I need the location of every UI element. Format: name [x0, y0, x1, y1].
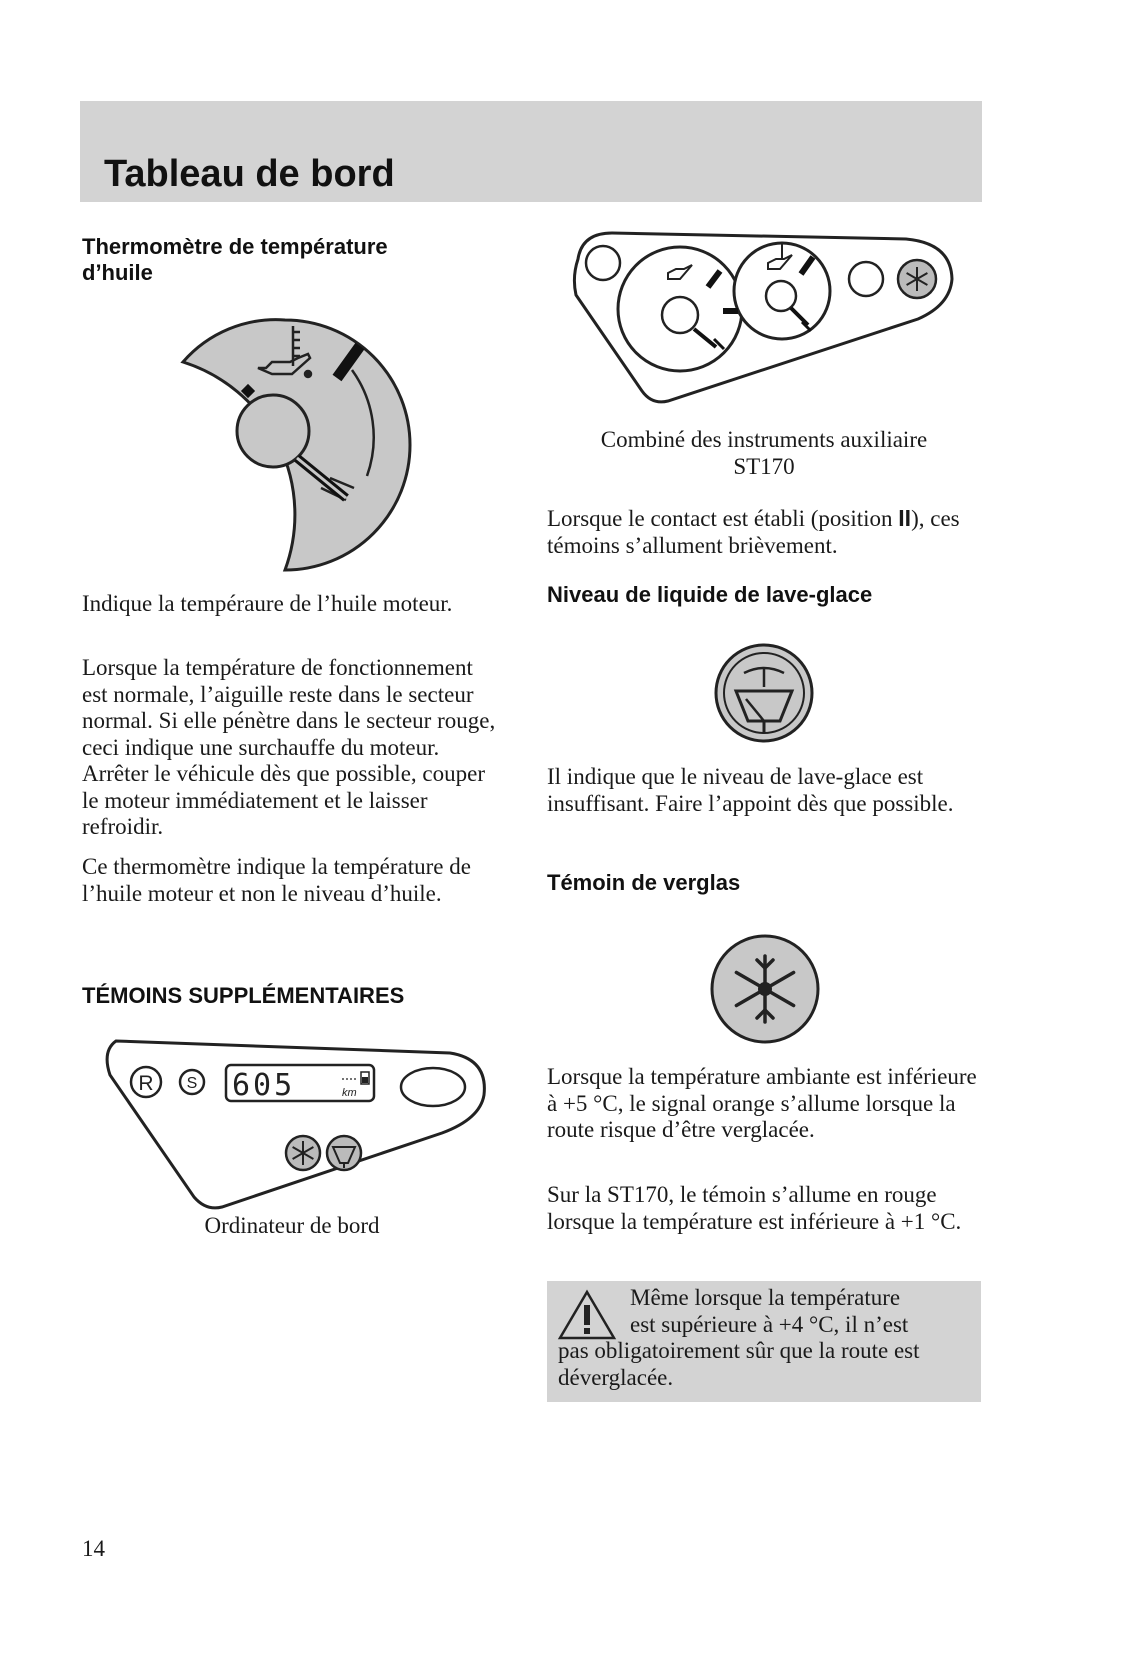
aux-instrument-cluster-illustration	[568, 229, 958, 409]
contact-paragraph	[547, 505, 987, 559]
frost-paragraph-2: Sur la ST170, le témoin s’allume en rouge lorsque la température est inférieure à +1 °C.	[547, 1182, 962, 1234]
washer-paragraph: Il indique que le niveau de lave-glace est insuffisant. Faire l’appoint dès que possible.	[547, 764, 954, 816]
page-number: 14	[82, 1536, 105, 1561]
lcd-display	[226, 1065, 374, 1103]
trip-computer-illustration	[102, 1035, 492, 1215]
aux-caption-line-2: ST170	[733, 453, 795, 479]
warning-line-1: Même lorsque la température	[630, 1285, 901, 1310]
extra-warnings-heading: TÉMOINS SUPPLÉMENTAIRES	[82, 983, 405, 1008]
aux-caption	[547, 427, 981, 480]
frost-lamp-small	[286, 1136, 320, 1170]
header-band	[80, 101, 982, 202]
svg-text:S: S	[186, 1075, 198, 1092]
warning-line-2: est supérieure à +4 °C, il n’est	[630, 1311, 909, 1337]
svg-text:R: R	[138, 1072, 154, 1095]
washer-lamp-small	[327, 1136, 361, 1170]
page-title: Tableau de bord	[104, 153, 395, 195]
snowflake-icon	[710, 934, 820, 1044]
washer-heading: Niveau de liquide de lave-glace	[547, 582, 873, 607]
warning-rest: pas obligatoirement sûr que la route est déverglacée.	[558, 1338, 920, 1390]
frost-paragraph-1: Lorsque la température ambiante est inférieure à +5 °C, le signal orange s’allume lorsque la route risque d’être verglacée.	[547, 1064, 977, 1142]
frost-lamp-cluster	[898, 260, 936, 298]
oval-indicator-lamp	[401, 1068, 465, 1106]
oil-temp-heading: Thermomètre de température d’huile	[82, 234, 388, 285]
select-s-button	[180, 1070, 204, 1094]
oil-para-2: Lorsque la température de fonctionnement est normale, l’aiguille reste dans le secteur normal. Si elle pénètre dans le secteur rouge, ceci indique une surchauffe du moteur. Arrêter le véhicule dès que possible, couper le moteur immédiatement et le laisser refroidir.	[82, 655, 496, 839]
lcd-unit: km	[342, 1087, 357, 1099]
aux-caption-line-1: Combiné des instruments auxiliaire	[600, 427, 928, 452]
washer-fluid-icon	[714, 643, 814, 743]
oil-para-1: Indique la tempéraure de l’huile moteur.	[82, 591, 453, 616]
ignition-position-label: II	[898, 505, 912, 531]
contact-text-post: ), ces témoins s’allument brièvement.	[547, 506, 960, 558]
warning-triangle-icon	[557, 1289, 617, 1341]
reset-r-button	[131, 1067, 161, 1097]
computer-caption: Ordinateur de bord	[204, 1213, 380, 1238]
oil-para-3: Ce thermomètre indique la température de l’huile moteur et non le niveau d’huile.	[82, 854, 471, 906]
contact-text-pre: Lorsque le contact est établi (position	[547, 506, 899, 531]
lcd-value: 605	[232, 1068, 296, 1103]
oil-temp-gauge-illustration	[180, 318, 415, 573]
warning-note	[547, 1281, 981, 1402]
frost-heading: Témoin de verglas	[547, 870, 741, 895]
